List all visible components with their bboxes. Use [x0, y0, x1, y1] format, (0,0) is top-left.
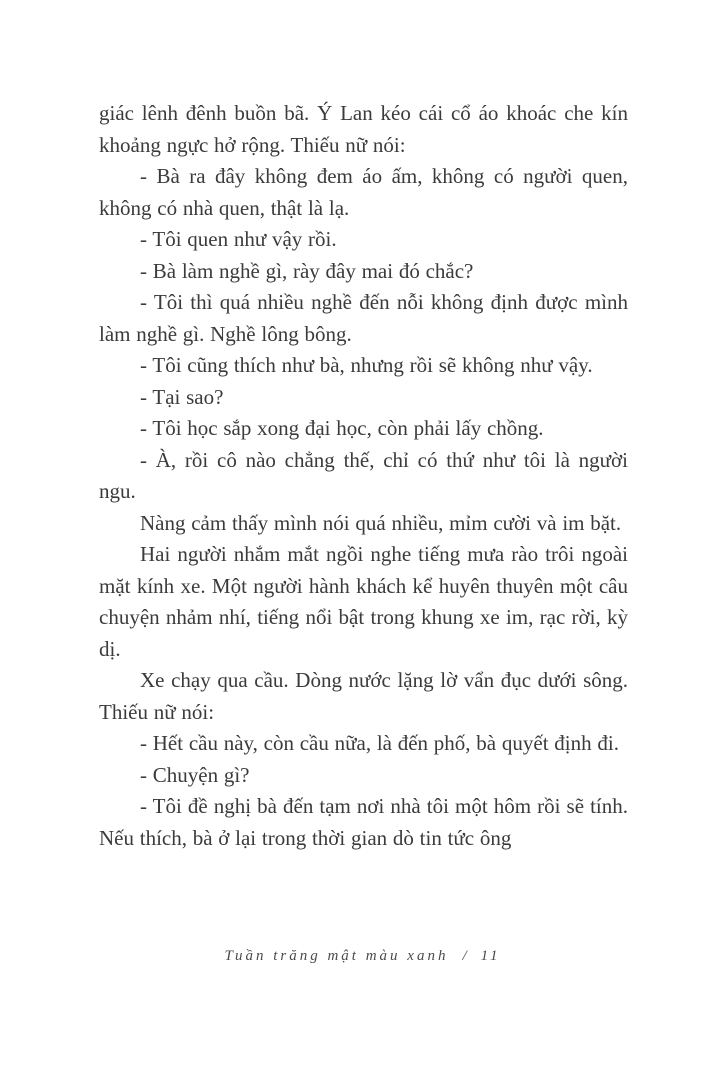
body-paragraph: - Tại sao?: [140, 384, 224, 409]
footer-page-number: 11: [480, 948, 501, 964]
body-paragraph: - Bà ra đây không đem áo ấm, không có người quen, không có nhà quen, thật là lạ.: [99, 164, 628, 220]
body-paragraph: - Chuyện gì?: [140, 762, 250, 787]
body-paragraph: - Tôi quen như vậy rồi.: [140, 227, 337, 251]
body-paragraph: Nàng cảm thấy mình nói quá nhiều, mỉm cười và im bặt.: [140, 510, 622, 535]
body-paragraph: - Tôi học sắp xong đại học, còn phải lấy chồng.: [140, 416, 544, 440]
body-paragraph: Hai người nhắm mắt ngồi nghe tiếng mưa rào trôi ngoài mặt kính xe. Một người hành khách kể huyên thuyên một câu chuyện nhảm nhí, tiếng nổi bật trong khung xe im, rạc rời, kỳ dị.: [99, 542, 628, 661]
page-body-text: [99, 98, 628, 854]
body-paragraph: giác lênh đênh buồn bã. Ý Lan kéo cái cổ áo khoác che kín khoảng ngực hở rộng. Thiếu nữ nói:: [99, 101, 628, 157]
body-paragraph: - Bà làm nghề gì, rày đây mai đó chắc?: [140, 258, 474, 283]
body-paragraph: - Tôi cũng thích như bà, nhưng rồi sẽ không như vậy.: [140, 353, 593, 377]
body-paragraph: Xe chạy qua cầu. Dòng nước lặng lờ vẩn đục dưới sông. Thiếu nữ nói:: [99, 668, 628, 724]
footer-separator: /: [462, 948, 467, 964]
body-paragraph: - Hết cầu này, còn cầu nữa, là đến phố, bà quyết định đi.: [140, 731, 619, 755]
body-paragraph: - Tôi thì quá nhiều nghề đến nỗi không định được mình làm nghề gì. Nghề lông bông.: [99, 290, 628, 346]
body-paragraph: - Tôi đề nghị bà đến tạm nơi nhà tôi một hôm rồi sẽ tính. Nếu thích, bà ở lại trong thời gian dò tin tức ông: [99, 794, 628, 850]
page-footer: [0, 948, 725, 965]
footer-book-title: Tuần trăng mật màu xanh: [224, 948, 449, 964]
body-paragraph: - À, rồi cô nào chẳng thế, chỉ có thứ như tôi là người ngu.: [99, 447, 628, 503]
